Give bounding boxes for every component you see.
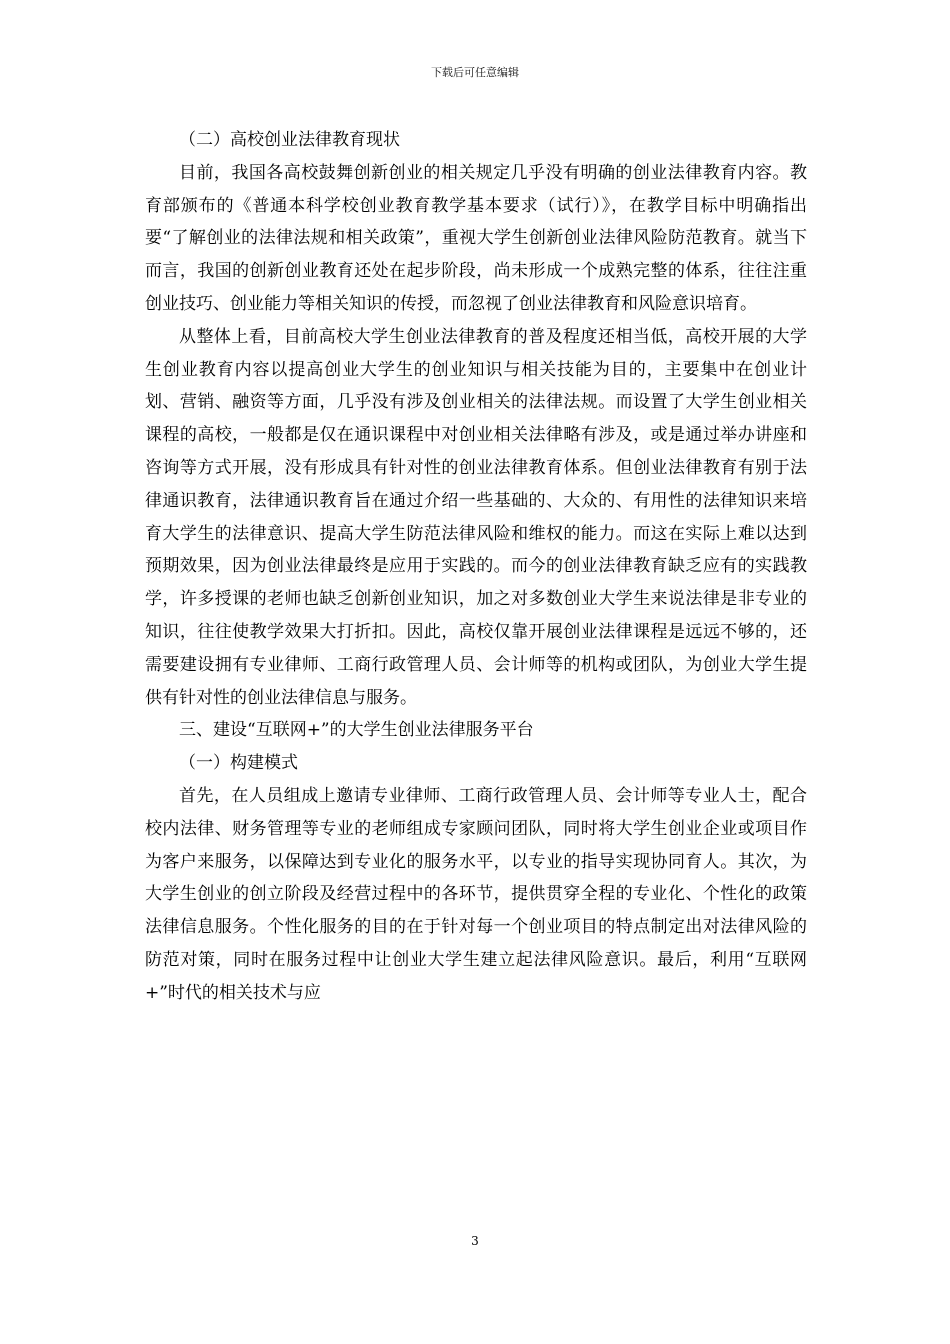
page-number: 3 (471, 1234, 479, 1248)
paragraph-model-description: 首先，在人员组成上邀请专业律师、工商行政管理人员、会计师等专业人士，配合校内法律、财务管理等专业的老师组成专家顾问团队，同时将大学生创业企业或项目作为客户来服务，以保障达到专业化的服务水平，以专业的指导实现协同育人。其次，为大学生创业的创立阶段及经营过程中的各环节，提供贯穿全程的专业化、个性化的政策法律信息服务。个性化服务的目的在于针对每一个创业项目的特点制定出对法律风险的防范对策，同时在服务过程中让创业大学生建立起法律风险意识。最后，利用“互联网+”时代的相关技术与应 (145, 785, 807, 1003)
paragraph-overall-situation: 从整体上看，目前高校大学生创业法律教育的普及程度还相当低，高校开展的大学生创业教育内容以提高创业大学生的创业知识与相关技能为目的，主要集中在创业计划、营销、融资等方面，几乎没有涉及创业相关的法律法规。而设置了大学生创业相关课程的高校，一般都是仅在通识课程中对创业相关法律略有涉及，或是通过举办讲座和咨询等方式开展，没有形成具有针对性的创业法律教育体系。但创业法律教育有别于法律通识教育，法律通识教育旨在通过介绍一些基础的、大众的、有用性的法律知识来培育大学生的法律意识、提高大学生防范法律风险和维权的能力。而这在实际上难以达到预期效果，因为创业法律最终是应用于实践的。而今的创业法律教育缺乏应有的实践教学，许多授课的老师也缺乏创新创业知识，加之对多数创业大学生来说法律是非专业的知识，往往使教学效果大打折扣。因此，高校仅靠开展创业法律课程是远远不够的，还需要建设拥有专业律师、工商行政管理人员、会计师等的机构或团队，为创业大学生提供有针对性的创业法律信息与服务。 (145, 326, 807, 708)
section-heading-platform: 三、建设“互联网+”的大学生创业法律服务平台 (179, 720, 534, 741)
page-header: 下载后可任意编辑 (431, 66, 519, 79)
subsection-heading-model: （一）构建模式 (179, 753, 298, 774)
paragraph-current-policy: 目前，我国各高校鼓舞创新创业的相关规定几乎没有明确的创业法律教育内容。教育部颁布的《普通本科学校创业教育教学基本要求（试行）》，在教学目标中明确指出要“了解创业的法律法规和相关政策”，重视大学生创新创业法律风险防范教育。就当下而言，我国的创新创业教育还处在起步阶段，尚未形成一个成熟完整的体系，往往注重创业技巧、创业能力等相关知识的传授，而忽视了创业法律教育和风险意识培育。 (145, 162, 807, 314)
document-body (145, 124, 807, 1010)
section-heading-current-status: （二）高校创业法律教育现状 (179, 130, 400, 150)
